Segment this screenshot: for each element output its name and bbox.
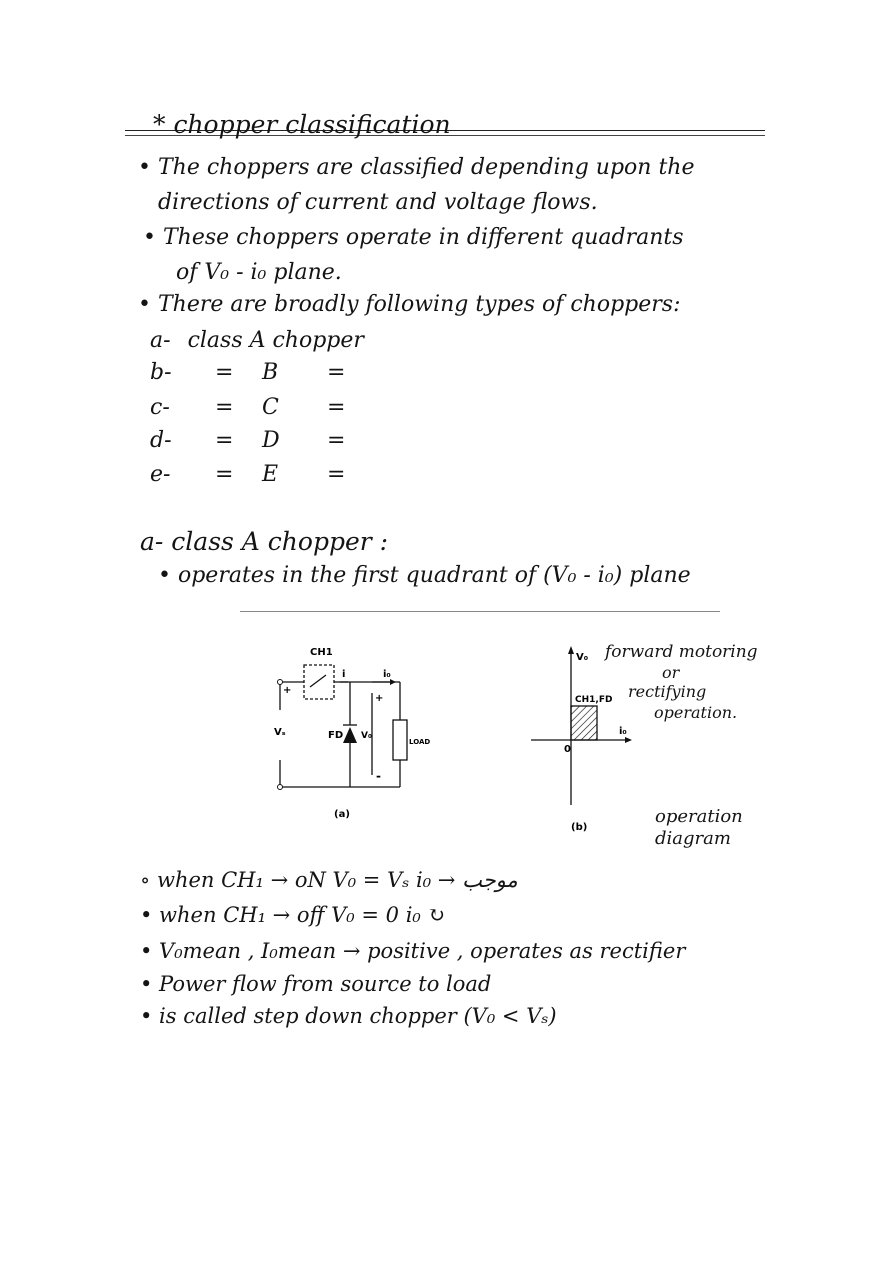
- type-letter: c-: [150, 395, 170, 420]
- first-quadrant-region: [571, 706, 597, 740]
- intro-line-2: directions of current and voltage flows.: [158, 190, 598, 215]
- type-ditto: =: [327, 360, 346, 385]
- type-letter: d-: [150, 428, 172, 453]
- load-label: LOAD: [409, 738, 430, 746]
- quadrant-caption: (b): [571, 822, 588, 833]
- io-axis-label: i₀: [619, 726, 627, 737]
- quadrant-note-3: rectifying: [628, 682, 707, 701]
- section-sub: • operates in the first quadrant of (V₀ - i₀) plane: [158, 563, 691, 588]
- circuit-diagram: [260, 635, 430, 830]
- diode-symbol: [343, 727, 357, 743]
- note-line-4: • Power flow from source to load: [140, 972, 492, 996]
- section-divider: [240, 611, 720, 612]
- page-title: * chopper classification: [153, 110, 451, 139]
- type-item-e: e- = E =: [150, 462, 346, 487]
- type-item-c: c- = C =: [150, 395, 346, 420]
- quadrant-note-1: forward motoring: [605, 642, 758, 662]
- plus-load-label: +: [375, 693, 384, 704]
- note-line-3: • V₀mean , I₀mean → positive , operates as rectifier: [140, 939, 686, 963]
- type-label: B: [262, 360, 279, 385]
- note-line-5: • is called step down chopper (V₀ < Vₛ): [140, 1004, 557, 1028]
- load-resistor: [393, 720, 407, 760]
- operation-diagram-2: diagram: [655, 828, 731, 849]
- circuit-caption: (a): [334, 809, 350, 820]
- section-heading: a- class A chopper :: [140, 527, 389, 556]
- origin-label: 0: [564, 744, 571, 755]
- vo-axis-label: V₀: [576, 652, 589, 663]
- vs-label: Vₛ: [274, 727, 286, 738]
- type-label: C: [262, 395, 279, 420]
- type-label: E: [262, 462, 279, 487]
- intro-line-3: • These choppers operate in different quadrants: [143, 225, 684, 250]
- ch1-label: CH1: [310, 647, 333, 658]
- type-letter: b-: [150, 360, 172, 385]
- intro-line-1: • The choppers are classified depending upon the: [138, 155, 695, 180]
- type-letter: e-: [150, 462, 171, 487]
- type-ditto: =: [327, 462, 346, 487]
- fd-label: FD: [328, 730, 344, 741]
- type-label: D: [262, 428, 280, 453]
- type-item-a: [150, 328, 364, 353]
- intro-line-4: of V₀ - i₀ plane.: [176, 260, 342, 285]
- plus-source-label: +: [283, 685, 292, 696]
- note-line-2: • when CH₁ → off V₀ = 0 i₀ ↻: [140, 903, 446, 927]
- quadrant-note-4: operation.: [654, 703, 738, 722]
- current-io-label: i₀: [383, 669, 391, 680]
- ch1-switch-box: [304, 665, 334, 699]
- type-label: class A chopper: [187, 328, 364, 353]
- intro-line-5: • There are broadly following types of choppers:: [138, 292, 681, 317]
- current-i-label: i: [342, 669, 346, 680]
- type-letter: a-: [150, 328, 171, 353]
- switch-blade: [310, 675, 326, 687]
- type-ditto: =: [327, 428, 346, 453]
- type-item-d: d- = D =: [150, 428, 346, 453]
- region-label: CH1,FD: [575, 695, 613, 705]
- quadrant-diagram: [525, 640, 635, 840]
- operation-diagram-1: operation: [655, 806, 743, 827]
- note-line-1: ∘ when CH₁ → oN V₀ = Vₛ i₀ → موجب: [140, 868, 518, 892]
- vo-label: V₀: [361, 731, 372, 741]
- quadrant-note-2: or: [662, 663, 680, 682]
- title-block: [125, 108, 765, 148]
- type-ditto: =: [327, 395, 346, 420]
- minus-load-label: -: [376, 769, 381, 783]
- type-item-b: b- = B =: [150, 360, 346, 385]
